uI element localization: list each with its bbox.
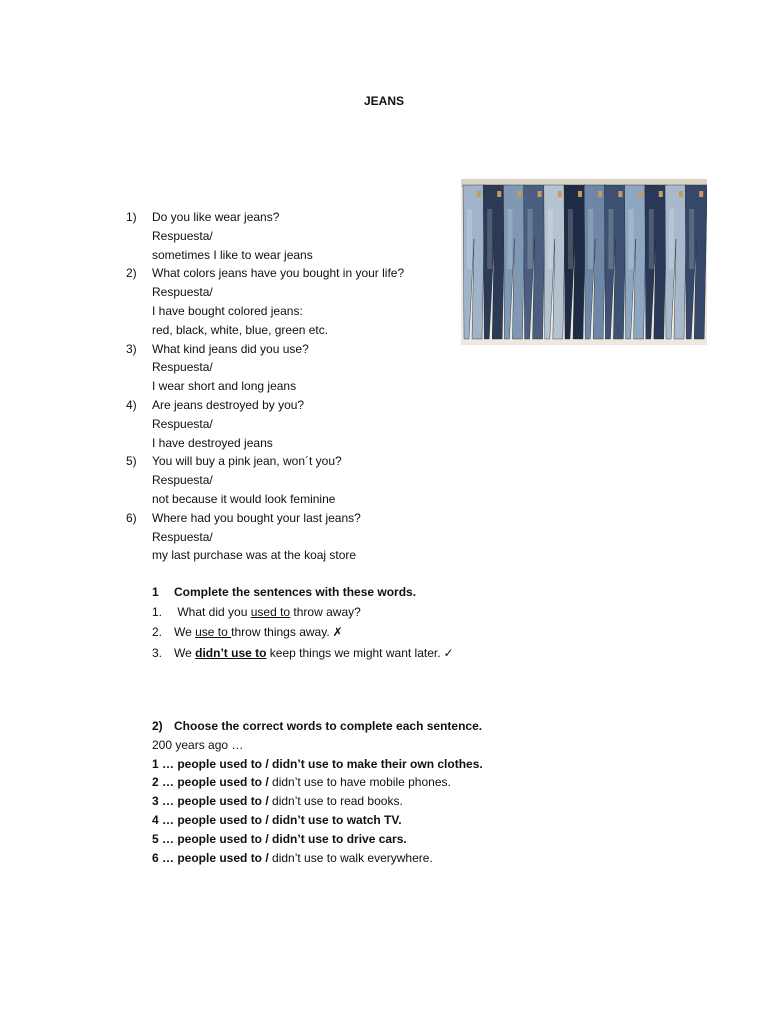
- answer-label-line: [126, 283, 456, 302]
- item-sentence: [174, 602, 361, 623]
- jeans-fade: [548, 209, 553, 269]
- exercise-1-heading: 1 Complete the sentences with these words.: [152, 585, 417, 599]
- item-rest: walk everywhere.: [336, 850, 433, 865]
- jeans-pair: [564, 185, 586, 339]
- exercise-1-item: [152, 643, 592, 664]
- item-choice: didn’t use to: [272, 756, 344, 771]
- question-number: 6): [126, 510, 137, 525]
- question-line: [126, 396, 456, 415]
- jeans-label-tag: [679, 191, 683, 197]
- question-line: [126, 264, 456, 283]
- jeans-fade: [608, 209, 613, 269]
- question-text: What kind jeans did you use?: [152, 341, 309, 356]
- jeans-fade: [669, 209, 674, 269]
- item-choice: didn’t use to: [272, 850, 337, 865]
- answer-label-line: [126, 528, 456, 547]
- item-prefix: 1 … people used to /: [152, 756, 273, 771]
- exercise-2-intro: 200 years ago …: [152, 737, 244, 752]
- exercise-2-item: [152, 849, 592, 868]
- sentence-end: throw things away.: [231, 625, 330, 640]
- jeans-fade: [487, 209, 492, 269]
- answer-line: [126, 546, 456, 565]
- answer-text: I have destroyed jeans: [152, 435, 273, 450]
- questions-list: [126, 208, 456, 565]
- exercise-2: [152, 717, 592, 867]
- item-number: 2.: [152, 625, 163, 640]
- exercise-2-item: [152, 755, 592, 774]
- jeans-pair: [503, 185, 525, 339]
- item-choice: didn’t use to: [272, 775, 337, 790]
- jeans-pair: [463, 185, 485, 339]
- exercise-2-heading: 2) Choose the correct words to complete each sentence.: [152, 719, 483, 733]
- answer-phrase: used to: [250, 604, 291, 619]
- item-sentence: [174, 622, 343, 643]
- answer-label: Respuesta/: [152, 416, 213, 431]
- exercise-2-item: [152, 773, 592, 792]
- question-number: 3): [126, 341, 137, 356]
- jeans-label-tag: [477, 191, 481, 197]
- question-text: Are jeans destroyed by you?: [152, 397, 305, 412]
- jeans-label-tag: [618, 191, 622, 197]
- exercise-2-item: [152, 811, 592, 830]
- jeans-label-tag: [497, 191, 501, 197]
- jeans-fade: [467, 209, 472, 269]
- answer-text: red, black, white, blue, green etc.: [152, 322, 329, 337]
- answer-text: I have bought colored jeans:: [152, 303, 303, 318]
- answer-line: [126, 377, 456, 396]
- question-line: [126, 509, 456, 528]
- sentence-start: We: [174, 625, 196, 640]
- jeans-pair: [645, 185, 667, 339]
- answer-line: [126, 321, 456, 340]
- jeans-pair: [685, 185, 707, 339]
- question-text: You will buy a pink jean, won´t you?: [152, 454, 342, 469]
- item-number: 3.: [152, 645, 163, 660]
- answer-label-line: [126, 358, 456, 377]
- jeans-pair: [544, 185, 566, 339]
- answer-label: Respuesta/: [152, 285, 213, 300]
- question-text: What colors jeans have you bought in your life?: [152, 266, 405, 281]
- item-choice: didn’t use to: [272, 831, 344, 846]
- jeans-fade: [528, 209, 533, 269]
- answer-label: Respuesta/: [152, 228, 213, 243]
- jeans-pair: [524, 185, 546, 339]
- question-line: [126, 208, 456, 227]
- answer-phrase: didn’t use to: [195, 645, 267, 660]
- jeans-fade: [568, 209, 573, 269]
- exercise-1: [152, 583, 592, 663]
- jeans-pair: [584, 185, 606, 339]
- jeans-label-tag: [639, 191, 643, 197]
- jeans-label-tag: [578, 191, 582, 197]
- item-number: 1.: [152, 604, 163, 619]
- jeans-label-tag: [538, 191, 542, 197]
- item-prefix: 2 … people used to /: [152, 775, 273, 790]
- item-rest: drive cars.: [343, 831, 407, 846]
- jeans-pair: [483, 185, 505, 339]
- check-icon: ✓: [443, 645, 454, 660]
- page-title: JEANS: [363, 94, 404, 108]
- question-text: Do you like wear jeans?: [152, 210, 280, 224]
- answer-text: sometimes I like to wear jeans: [152, 247, 313, 262]
- jeans-label-tag: [659, 191, 663, 197]
- answer-text: not because it would look feminine: [152, 491, 336, 506]
- jeans-label-tag: [699, 191, 703, 197]
- item-prefix: 5 … people used to /: [152, 831, 273, 846]
- jeans-fade: [629, 209, 634, 269]
- item-rest: watch TV.: [343, 812, 402, 827]
- sentence-start: We: [174, 645, 196, 660]
- sentence-end: throw away?: [290, 604, 361, 619]
- question-line: [126, 340, 456, 359]
- exercise-2-item: [152, 792, 592, 811]
- cross-icon: ✗: [332, 625, 343, 640]
- exercise-1-item: [152, 602, 592, 623]
- question-text: Where had you bought your last jeans?: [152, 510, 361, 525]
- answer-label-line: [126, 227, 456, 246]
- answer-label: Respuesta/: [152, 473, 213, 488]
- answer-label-line: [126, 415, 456, 434]
- answer-line: [126, 302, 456, 321]
- exercise-2-item: [152, 830, 592, 849]
- item-prefix: 4 … people used to /: [152, 812, 273, 827]
- item-choice: didn’t use to: [272, 812, 344, 827]
- answer-phrase: use to: [195, 625, 232, 640]
- jeans-label-tag: [558, 191, 562, 197]
- question-line: [126, 452, 456, 471]
- item-choice: didn’t use to: [272, 794, 337, 809]
- item-rest: read books.: [336, 794, 403, 809]
- jeans-fade: [689, 209, 694, 269]
- jeans-label-tag: [598, 191, 602, 197]
- answer-label: Respuesta/: [152, 529, 213, 544]
- answer-label-line: [126, 471, 456, 490]
- answer-line: [126, 434, 456, 453]
- jeans-pair: [665, 185, 687, 339]
- answer-line: [126, 490, 456, 509]
- sentence-end: keep things we might want later.: [266, 645, 441, 660]
- jeans-fade: [649, 209, 654, 269]
- item-prefix: 6 … people used to /: [152, 850, 273, 865]
- question-number: 4): [126, 397, 137, 412]
- answer-text: my last purchase was at the koaj store: [152, 548, 357, 563]
- jeans-illustration: [461, 179, 707, 345]
- jeans-label-tag: [517, 191, 521, 197]
- question-number: 2): [126, 266, 137, 281]
- exercise-1-item: [152, 622, 592, 643]
- answer-line: [126, 246, 456, 265]
- item-prefix: 3 … people used to /: [152, 794, 273, 809]
- item-rest: have mobile phones.: [336, 775, 451, 790]
- jeans-pair: [604, 185, 626, 339]
- answer-label: Respuesta/: [152, 360, 213, 375]
- question-number: 1): [126, 210, 137, 224]
- item-sentence: [174, 643, 454, 664]
- answer-text: I wear short and long jeans: [152, 379, 297, 394]
- jeans-pair: [625, 185, 647, 339]
- sentence-start: What did you: [174, 604, 251, 619]
- jeans-fade: [507, 209, 512, 269]
- question-number: 5): [126, 454, 137, 469]
- item-rest: make their own clothes.: [343, 756, 483, 771]
- jeans-photo: [461, 179, 707, 345]
- jeans-fade: [588, 209, 593, 269]
